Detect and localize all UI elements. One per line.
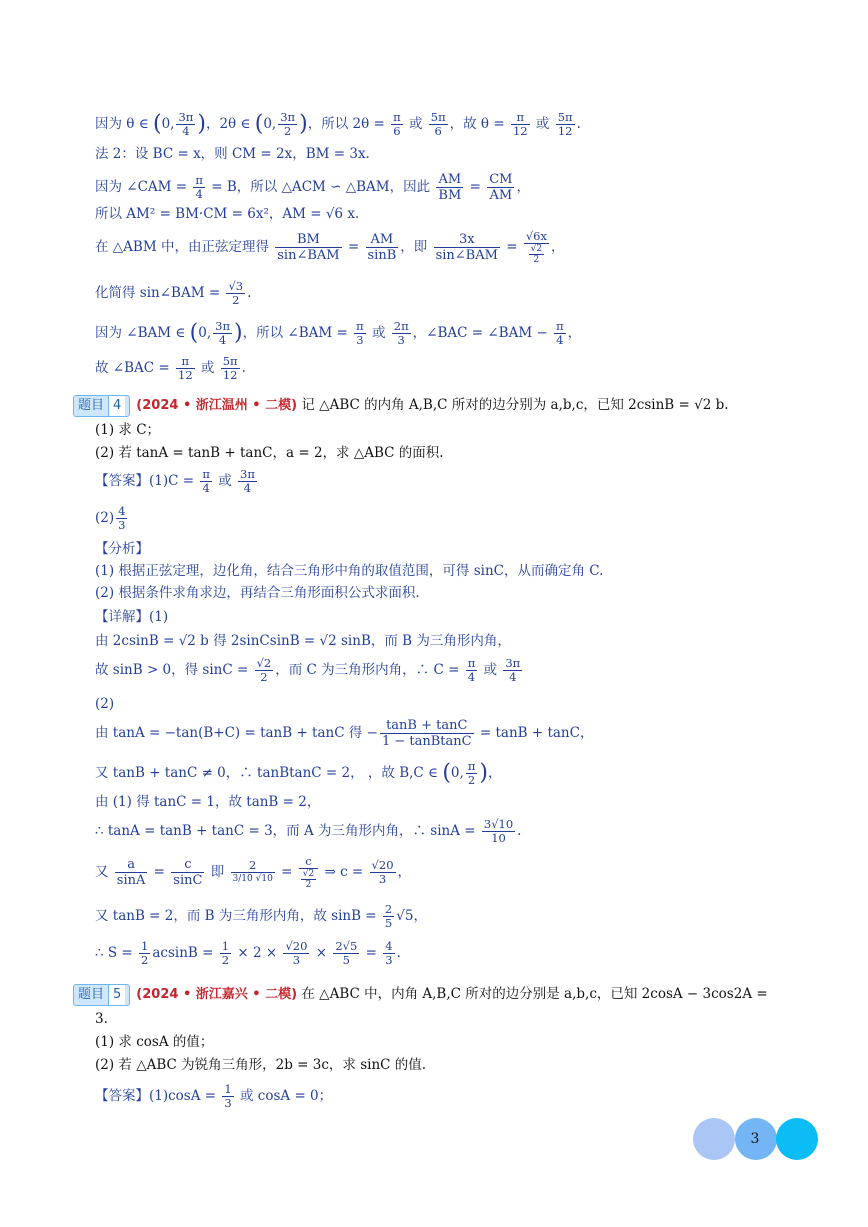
page-decoration-circle [693,1118,735,1160]
solution-line-5: 在 △ABM 中，由正弦定理得 $\frac{BM}{\text{sin∠BAM}}$ = $\frac{AM}{\sin B}$ ，即 $\frac{3x}{\text{sin∠BAM}}$ = $\frac{√6x}{\frac{√2}{2}}$ ， [95,229,565,265]
question-source: (2024 • 浙江温州 • 二模) [136,398,298,413]
q4-detail-5: 又 tanB + tanC ≠ 0，∴ tanBtanC = 2， ，故 B,C ∈ (0, $\frac{\pi}{2}$ )， [95,759,502,787]
q4-detail-6: 由 (1) 得 tanC = 1，故 tanB = 2， [95,794,321,810]
question-4-header [73,395,729,417]
q4-detail-10: ∴ S = $\frac{1}{2}$ acsinB = $\frac{1}{2}$ × 2 × $\frac{√20}{3}$ × $\frac{2√5}{5}$ = $\frac{4}{3}$ . [95,939,401,967]
q4-detail-4: 由 tanA = −tan(B+C) = tanB + tanC 得 − $\frac{\tan B + \tan C}{\text{1 − tanBtanC}}$ = tanB + tanC， [95,718,594,749]
q4-answer-1: 【答案】(1)C = $\frac{\pi}{4}$ 或 $\frac{3\pi}{4}$ [95,467,255,495]
question-5-header [73,984,768,1006]
q4-detail-7: ∴ tanA = tanB + tanC = 3，而 A 为三角形内角，∴ sinA = $\frac{3√10}{10}$ . [95,817,522,845]
solution-line-7: 因为 ∠BAM ∈ (0, $\frac{3\pi}{4}$ )，所以 ∠BAM = $\frac{\pi}{3}$ 或 $\frac{2\pi}{3}$ ，∠BAC = ∠BAM − $\frac{\pi}{4}$ ， [95,319,582,347]
q4-detail-3: (2) [95,696,115,712]
question-badge: 题目 5 [73,984,130,1006]
q4-detail-8: 又 $\frac{a}{\sin A}$ = $\frac{c}{\sin C}$ 即 $\frac{2}{3/10 √10}$ = $\frac{c}{\frac{√2}{2}}$ ⇒ c = $\frac{√20}{3}$ ， [95,854,412,890]
q4-part-1: (1) 求 C； [95,422,161,438]
q4-analysis-label: 【分析】 [95,541,149,557]
solution-line-1: 因为 θ ∈ (0, $\frac{3\pi}{4}$ )，2θ ∈ (0, $\frac{3\pi}{2}$ )，所以 2θ = $\frac{\pi}{6}$ 或 $\frac{5\pi}{6}$ ，故 θ = $\frac{\pi}{12}$ 或 $\frac{5\pi}{12}$ . [95,110,581,138]
q4-detail-9: 又 tanB = 2，而 B 为三角形内角，故 sinB = $\frac{2}{5}$ √5， [95,902,427,930]
q4-answer-2: (2) $\frac{4}{3}$ [95,504,126,532]
page-number: 3 [750,1131,760,1147]
solution-line-4: 所以 AM² = BM·CM = 6x²，AM = √6 x. [95,206,360,222]
solution-line-2: 法 2：设 BC = x，则 CM = 2x，BM = 3x. [95,146,370,162]
question-source: (2024 • 浙江嘉兴 • 二模) [136,987,298,1002]
q5-stem-continued: 3. [95,1011,108,1027]
q4-analysis-1: (1) 根据正弦定理，边化角，结合三角形中角的取值范围，可得 sinC，从而确定角 C. [95,563,604,579]
solution-line-3: 因为 ∠CAM = $\frac{\pi}{4}$ = B，所以 △ACM ∽ △BAM，因此 $\frac{AM}{BM}$ = $\frac{CM}{AM}$ ， [95,172,530,203]
q4-analysis-2: (2) 根据条件求角求边，再结合三角形面积公式求面积. [95,585,420,601]
q5-answer-1: 【答案】(1)cosA = $\frac{1}{3}$ 或 cosA = 0； [95,1082,333,1110]
question-stem: 在 △ABC 中，内角 A,B,C 所对的边分别是 a,b,c，已知 2cosA − 3cos2A = [301,986,768,1002]
question-stem: 记 △ABC 的内角 A,B,C 所对的边分别为 a,b,c，已知 2csinB = √2 b. [301,397,729,413]
page-decoration-circle [776,1118,818,1160]
solution-line-6: 化简得 sin∠BAM = $\frac{√3}{2}$ . [95,279,252,307]
q4-detail-1: 由 2csinB = √2 b 得 2sinCsinB = √2 sinB，而 B 为三角形内角， [95,633,511,649]
q4-part-2: (2) 若 tanA = tanB + tanC，a = 2，求 △ABC 的面积. [95,445,444,461]
q5-part-2: (2) 若 △ABC 为锐角三角形，2b = 3c，求 sinC 的值. [95,1057,427,1073]
question-badge: 题目 4 [73,395,130,417]
q4-detail-2: 故 sinB > 0，得 sinC = $\frac{√2}{2}$ ，而 C 为三角形内角，∴ C = $\frac{\pi}{4}$ 或 $\frac{3\pi}{4}$ [95,656,521,684]
solution-line-8: 故 ∠BAC = $\frac{\pi}{12}$ 或 $\frac{5\pi}{12}$ . [95,354,246,382]
q5-part-1: (1) 求 cosA 的值； [95,1034,214,1050]
q4-detail-label: 【详解】(1) [95,609,169,625]
